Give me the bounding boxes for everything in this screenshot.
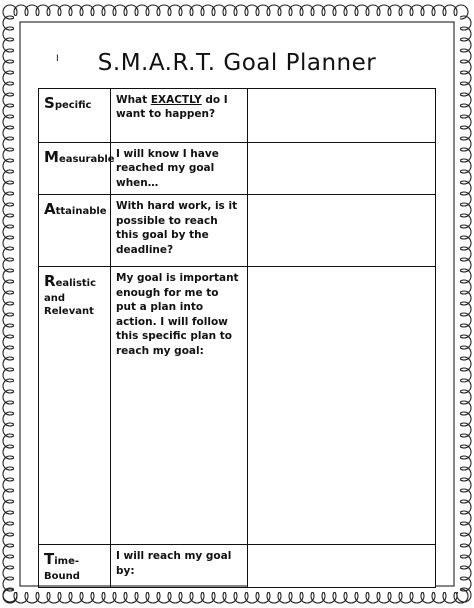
table-row bbox=[39, 545, 436, 588]
page-title: S.M.A.R.T. Goal Planner bbox=[97, 50, 377, 76]
row-label: Realistic and Relevant bbox=[39, 267, 111, 545]
corner-mark: I bbox=[56, 54, 59, 64]
row-label: Time-Bound bbox=[39, 545, 111, 588]
row-prompt: I will reach my goal by: bbox=[111, 545, 248, 588]
answer-cell[interactable] bbox=[248, 267, 436, 545]
answer-cell[interactable] bbox=[248, 195, 436, 267]
row-prompt: My goal is important enough for me to put a plan into action. I will follow this specific plan to reach my goal: bbox=[111, 267, 248, 545]
table-row bbox=[39, 143, 436, 195]
answer-cell[interactable] bbox=[248, 89, 436, 143]
answer-cell[interactable] bbox=[248, 545, 436, 588]
row-label: Measurable bbox=[39, 143, 111, 195]
row-label: Attainable bbox=[39, 195, 111, 267]
row-prompt: I will know I have reached my goal when… bbox=[111, 143, 248, 195]
table-row bbox=[39, 195, 436, 267]
table-row bbox=[39, 267, 436, 545]
row-prompt: What EXACTLY do I want to happen? bbox=[111, 89, 248, 143]
row-prompt: With hard work, is it possible to reach this goal by the deadline? bbox=[111, 195, 248, 267]
worksheet-page bbox=[24, 26, 450, 582]
answer-cell[interactable] bbox=[248, 143, 436, 195]
smart-planner-table bbox=[38, 88, 436, 588]
table-row bbox=[39, 89, 436, 143]
row-label: Specific bbox=[39, 89, 111, 143]
